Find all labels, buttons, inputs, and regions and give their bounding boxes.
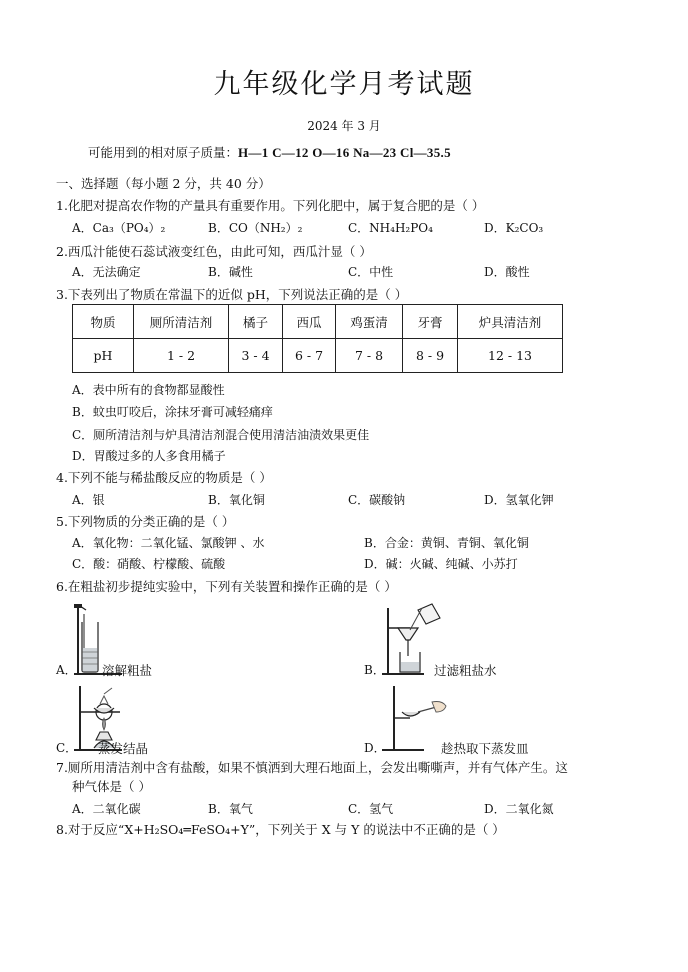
q4-stem: 4.下列不能与稀盐酸反应的物质是（ ） <box>56 470 272 485</box>
q2-option-c: C．中性 <box>348 265 394 279</box>
exam-date: 2024 年 3 月 <box>307 119 381 133</box>
q4-option-b: B．氧化铜 <box>208 493 265 507</box>
q7-stem-line1: 7.厕所用清洁剂中含有盐酸，如果不慎洒到大理石地面上，会发出嘶嘶声，并有气体产生。这 <box>56 760 568 775</box>
q2-option-b: B．碱性 <box>208 265 253 279</box>
table-cell: 1 - 2 <box>134 339 229 373</box>
q6-option-c-letter: C． <box>56 741 78 755</box>
q7-stem-line2: 种气体是（ ） <box>72 779 151 794</box>
table-cell: pH <box>73 339 134 373</box>
q5-option-b: B．合金：黄铜、青铜、氧化铜 <box>364 536 529 550</box>
q3-option-c: C．厕所清洁剂与炉具清洁剂混合使用清洁油渍效果更佳 <box>72 428 370 442</box>
table-cell: 3 - 4 <box>229 339 283 373</box>
q6-option-a-letter: A． <box>56 663 77 677</box>
q3-stem: 3.下表列出了物质在常温下的近似 pH，下列说法正确的是（ ） <box>56 287 408 302</box>
q7-option-d: D．二氧化氮 <box>484 802 554 816</box>
q5-option-d: D．碱：火碱、纯碱、小苏打 <box>364 557 518 571</box>
table-cell: 12 - 13 <box>458 339 563 373</box>
q1-option-d: D．K₂CO₃ <box>484 221 544 235</box>
q5-option-a: A．氧化物：二氧化锰、氯酸钾 、水 <box>72 536 265 550</box>
atomic-mass-values: H—1 C—12 O—16 Na—23 Cl—35.5 <box>238 145 451 160</box>
q6-option-b-letter: B． <box>364 663 385 677</box>
q6-option-c-text: 蒸发结晶 <box>98 741 149 756</box>
atomic-mass-line <box>88 143 451 161</box>
q6-option-b-text: 过滤粗盐水 <box>434 663 497 678</box>
page-title: 九年级化学月考试题 <box>213 69 475 100</box>
q3-option-d: D．胃酸过多的人多食用橘子 <box>72 449 226 463</box>
remove-dish-figure <box>380 682 450 754</box>
ph-table-header-row <box>73 305 563 339</box>
q8-stem: 8.对于反应“X+H₂SO₄═FeSO₄+Y”，下列关于 X 与 Y 的说法中不正确的是（ ） <box>56 822 505 837</box>
q4-option-a: A．银 <box>72 493 105 507</box>
q7-option-b: B．氧气 <box>208 802 253 816</box>
q6-stem: 6.在粗盐初步提纯实验中，下列有关装置和操作正确的是（ ） <box>56 579 397 594</box>
q6-option-a-text: 溶解粗盐 <box>102 663 153 678</box>
ph-table <box>72 304 563 373</box>
q1-stem: 1.化肥对提高农作物的产量具有重要作用。下列化肥中，属于复合肥的是（ ） <box>56 198 485 213</box>
table-header-cell: 牙膏 <box>403 305 458 339</box>
q5-option-c: C．酸：硝酸、柠檬酸、硫酸 <box>72 557 226 571</box>
q6-option-d-text: 趁热取下蒸发皿 <box>441 741 529 756</box>
q4-option-c: C．碳酸钠 <box>348 493 406 507</box>
q1-option-c: C．NH₄H₂PO₄ <box>348 221 433 235</box>
q5-stem: 5.下列物质的分类正确的是（ ） <box>56 514 235 529</box>
atomic-mass-label: 可能用到的相对原子质量： <box>88 145 239 160</box>
q2-option-d: D．酸性 <box>484 265 530 279</box>
table-header-cell: 西瓜 <box>283 305 336 339</box>
table-cell: 7 - 8 <box>336 339 403 373</box>
table-header-cell: 橘子 <box>229 305 283 339</box>
q3-option-a: A．表中所有的食物都显酸性 <box>72 383 225 397</box>
table-cell: 6 - 7 <box>283 339 336 373</box>
q7-option-a: A．二氧化碳 <box>72 802 141 816</box>
section-heading: 一、选择题（每小题 2 分，共 40 分） <box>56 176 271 191</box>
q3-option-b: B．蚊虫叮咬后，涂抹牙膏可减轻痛痒 <box>72 405 273 419</box>
q4-option-d: D．氢氧化钾 <box>484 493 554 507</box>
table-cell: 8 - 9 <box>403 339 458 373</box>
q2-stem: 2.西瓜汁能使石蕊试液变红色，由此可知，西瓜汁显（ ） <box>56 244 372 259</box>
table-header-cell: 物质 <box>73 305 134 339</box>
table-header-cell: 鸡蛋清 <box>336 305 403 339</box>
q1-option-a: A．Ca₃（PO₄）₂ <box>72 221 166 235</box>
ph-table-value-row <box>73 339 563 373</box>
q7-option-c: C．氢气 <box>348 802 394 816</box>
table-header-cell: 厕所清洁剂 <box>134 305 229 339</box>
q1-option-b: B．CO（NH₂）₂ <box>208 221 303 235</box>
table-header-cell: 炉具清洁剂 <box>458 305 563 339</box>
q2-option-a: A．无法确定 <box>72 265 141 279</box>
q6-option-d-letter: D． <box>364 741 386 755</box>
